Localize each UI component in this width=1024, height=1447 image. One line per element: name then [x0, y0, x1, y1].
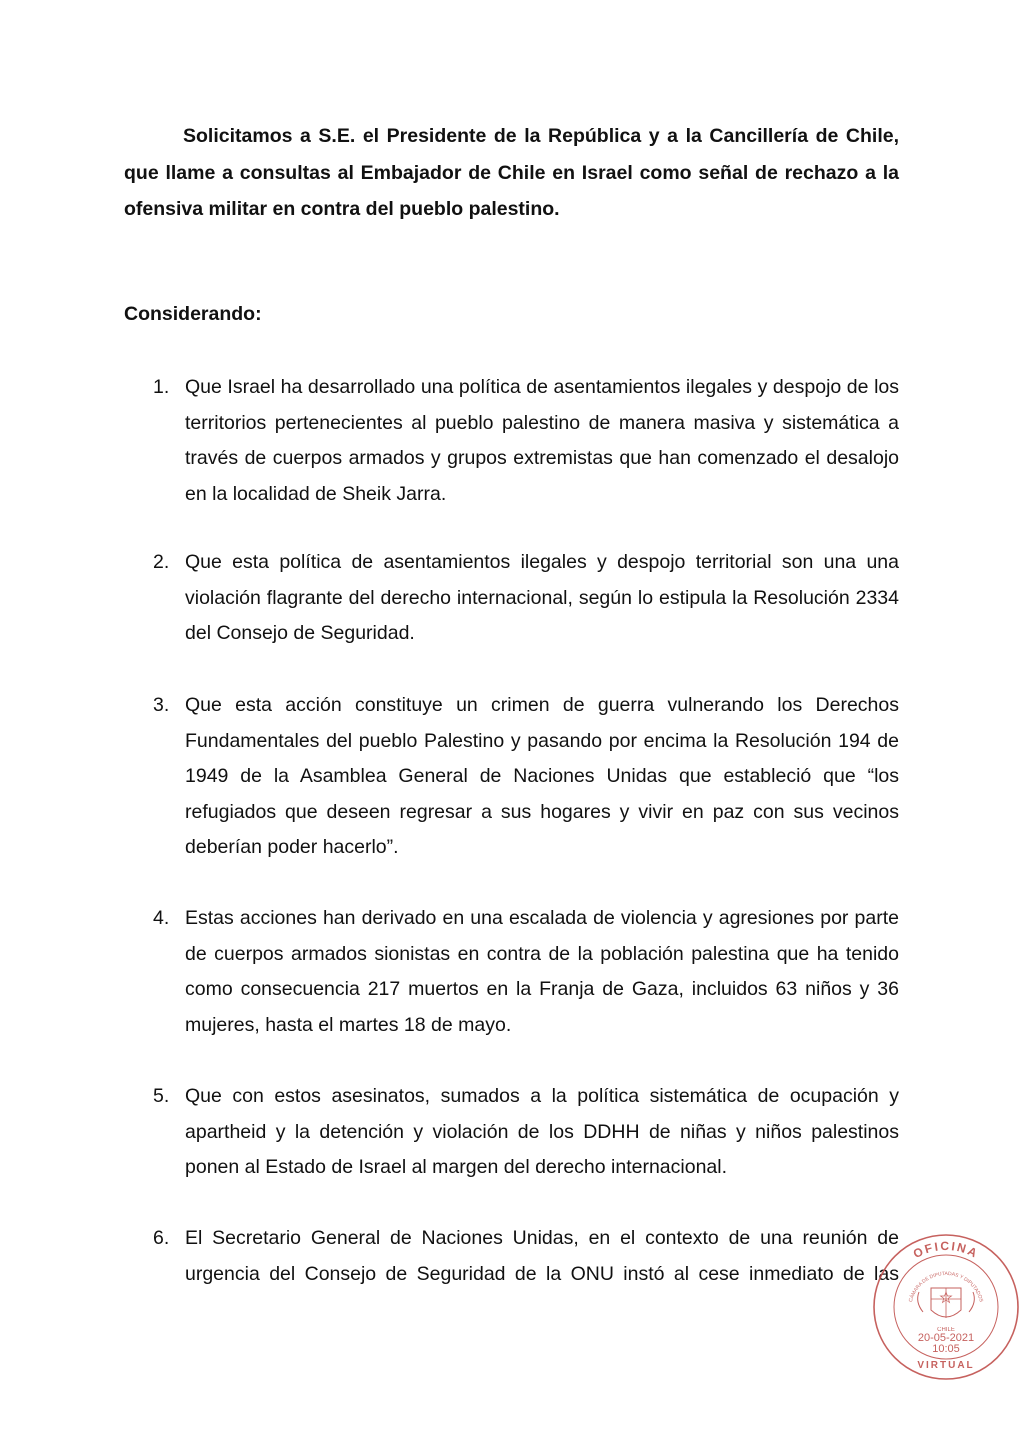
- list-item-number: 6.: [153, 1227, 170, 1249]
- oficina-virtual-stamp: [871, 1232, 1021, 1382]
- list-item-4: [124, 901, 899, 1043]
- stamp-bottom-text: VIRTUAL: [917, 1360, 975, 1371]
- list-item-number: 5.: [153, 1085, 170, 1107]
- list-item-text: Que Israel ha desarrollado una política de asentamientos ilegales y despojo de los territorios pertenecientes al pueblo palestino de manera masiva y sistemática a través de cuerpos armados y grupos extremistas que han comenzado el desalojo en la localidad de Sheik Jarra.: [185, 376, 899, 505]
- list-item-3: [124, 688, 899, 866]
- list-item-text: Que esta acción constituye un crimen de guerra vulnerando los Derechos Fundamentales del pueblo Palestino y pasando por encima la Resolución 194 de 1949 de la Asamblea General de Naciones Unidas que estableció que “los refugiados que deseen regresar a sus hogares y vivir en paz con sus vecinos deberían poder hacerlo”.: [185, 694, 899, 858]
- considerando-heading: Considerando:: [124, 303, 262, 325]
- list-item-5: [124, 1079, 899, 1186]
- list-item-text: El Secretario General de Naciones Unidas, en el contexto de una reunión de urgencia del Consejo de Seguridad de la ONU instó al cese inmediato de las: [185, 1227, 899, 1285]
- stamp-top-text: OFICINA: [910, 1238, 982, 1262]
- list-item-text: Estas acciones han derivado en una escalada de violencia y agresiones por parte de cuerpos armados sionistas en contra de la población palestina que ha tenido como consecuencia 217 muertos en la Franja de Gaza, incluidos 63 niños y 36 mujeres, hasta el martes 18 de mayo.: [185, 907, 899, 1036]
- list-item-text: Que esta política de asentamientos ilegales y despojo territorial son una una violación flagrante del derecho internacional, según lo estipula la Resolución 2334 del Consejo de Seguridad.: [185, 551, 899, 644]
- list-item-text: Que con estos asesinatos, sumados a la política sistemática de ocupación y apartheid y la detención y violación de los DDHH de niñas y niños palestinos ponen al Estado de Israel al margen del derecho internacional.: [185, 1085, 899, 1178]
- list-item-number: 1.: [153, 376, 170, 398]
- list-item-number: 4.: [153, 907, 170, 929]
- list-item-number: 3.: [153, 694, 170, 716]
- list-item-6: [124, 1221, 899, 1292]
- stamp-ring-text: CÁMARA DE DIPUTADAS Y DIPUTADOS: [907, 1271, 985, 1303]
- stamp-country: CHILE: [937, 1327, 955, 1333]
- list-item-number: 2.: [153, 551, 170, 573]
- stamp-date: 20-05-2021: [917, 1332, 975, 1344]
- stamp-time: 10:05: [932, 1343, 960, 1355]
- request-paragraph: Solicitamos a S.E. el Presidente de la República y a la Cancillería de Chile, que llame a consultas al Embajador de Chile en Israel como señal de rechazo a la ofensiva militar en contra del pueblo palestino.: [124, 125, 899, 220]
- list-item-1: [124, 370, 899, 512]
- list-item-2: [124, 545, 899, 652]
